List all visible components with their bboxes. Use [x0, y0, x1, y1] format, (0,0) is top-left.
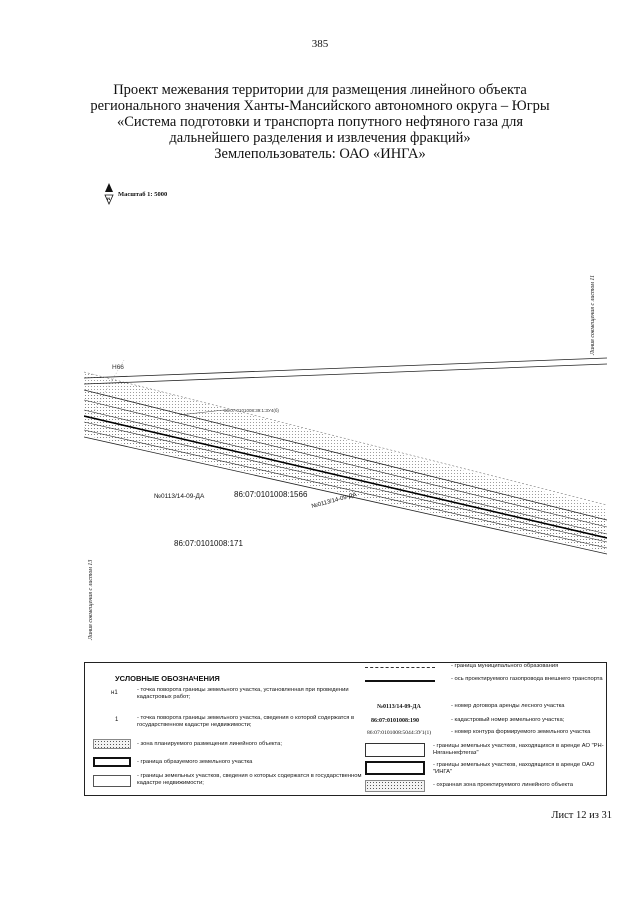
legend-symbol-contour: 86:07:0101008:5044:ЗУ1(1)	[367, 730, 432, 736]
scale-block	[104, 183, 167, 205]
legend-symbol-security-zone	[365, 780, 425, 792]
legend-text: - граница образуемого земельного участка	[137, 759, 253, 765]
legend-text: - точка поворота границы земельного участка, сведения о которой содержатся в государственном кадастре недвижимости;	[137, 715, 355, 728]
legend-text: - границы земельных участков, сведения о которых содержатся в государственном кадастре недвижимости;	[137, 773, 362, 786]
legend-text: - границы земельных участков, находящихся в аренде ОАО "ИНГА"	[433, 762, 595, 775]
legend-text: - точка поворота границы земельного участка, установленная при проведении кадастровых работ;	[137, 687, 349, 700]
north-arrow-icon	[104, 183, 114, 205]
label-parcel-small: 86:07:0101008:39:1:ЗУ4(б)	[224, 408, 279, 413]
legend-symbol-lease: №0113/14-09-ДА	[377, 704, 421, 710]
legend-text: - границы земельных участков, находящихся в аренде АО "РН-Няганьнефтегаз"	[433, 743, 604, 756]
label-h66: Н66	[112, 364, 124, 371]
planned-zone-band	[84, 390, 607, 552]
junction-label-left: Линия совмещения с листом 13	[88, 559, 94, 640]
legend	[84, 662, 607, 796]
corridor-line	[84, 400, 607, 527]
legend-title: УСЛОВНЫЕ ОБОЗНАЧЕНИЯ	[115, 674, 220, 683]
municipal-boundary-line	[84, 358, 607, 378]
legend-symbol-pipeline-axis	[365, 680, 435, 682]
title-line: дальнейшего разделения и извлечения фракций»	[169, 130, 471, 146]
sheet-number: Лист 12 из 31	[551, 810, 612, 821]
legend-symbol-cadastral: 86:07:0101008:190	[371, 718, 419, 724]
legend-text: - охранная зона проектируемого линейного объекта	[433, 782, 573, 788]
legend-symbol-municipal	[365, 667, 435, 668]
legend-symbol-1: 1	[115, 717, 119, 723]
label-lease-2: №0113/14-09-ДА	[310, 492, 358, 510]
legend-text: - зона планируемого размещения линейного объекта;	[137, 741, 282, 747]
title-line: Землепользователь: ОАО «ИНГА»	[214, 146, 426, 162]
corridor-line	[84, 410, 607, 534]
legend-symbol-rn-lease	[365, 743, 425, 757]
map-drawing	[84, 250, 607, 650]
legend-symbol-existing-parcels	[93, 775, 131, 787]
scale-label: Масштаб 1: 5000	[118, 190, 168, 198]
label-parcel-1566: 86:07:0101008:1566	[234, 490, 308, 499]
legend-text: - номер контура формируемого земельного участка	[451, 729, 591, 735]
legend-text: - ось проектируемого газопровода внешнего транспорта	[451, 676, 603, 682]
legend-text: - граница муниципального образования	[451, 663, 559, 669]
svg-text:N: N	[107, 196, 111, 201]
legend-symbol-dotted-zone	[93, 739, 131, 749]
label-parcel-171: 86:07:0101008:171	[174, 539, 243, 548]
legend-text: - номер договора аренды лесного участка	[451, 703, 565, 709]
title-line: регионального значения Ханты-Мансийского автономного округа – Югры	[90, 98, 550, 114]
pipeline-axis-line	[84, 416, 607, 538]
title-line: Проект межевания территории для размещения линейного объекта	[113, 82, 527, 98]
legend-symbol-inga-lease	[365, 761, 425, 775]
junction-label-right: Линия совмещения с листом 11	[590, 275, 596, 355]
label-lease-1: №0113/14-09-ДА	[154, 493, 205, 500]
legend-symbol-formed-parcel	[93, 757, 131, 767]
page-number: 385	[311, 38, 329, 50]
title-line: «Система подготовки и транспорта попутного нефтяного газа для	[116, 114, 524, 130]
document-title	[60, 82, 580, 162]
legend-symbol-n1: н1	[111, 690, 118, 696]
legend-text: - кадастровый номер земельного участка;	[451, 717, 565, 723]
municipal-boundary-line	[84, 364, 607, 384]
